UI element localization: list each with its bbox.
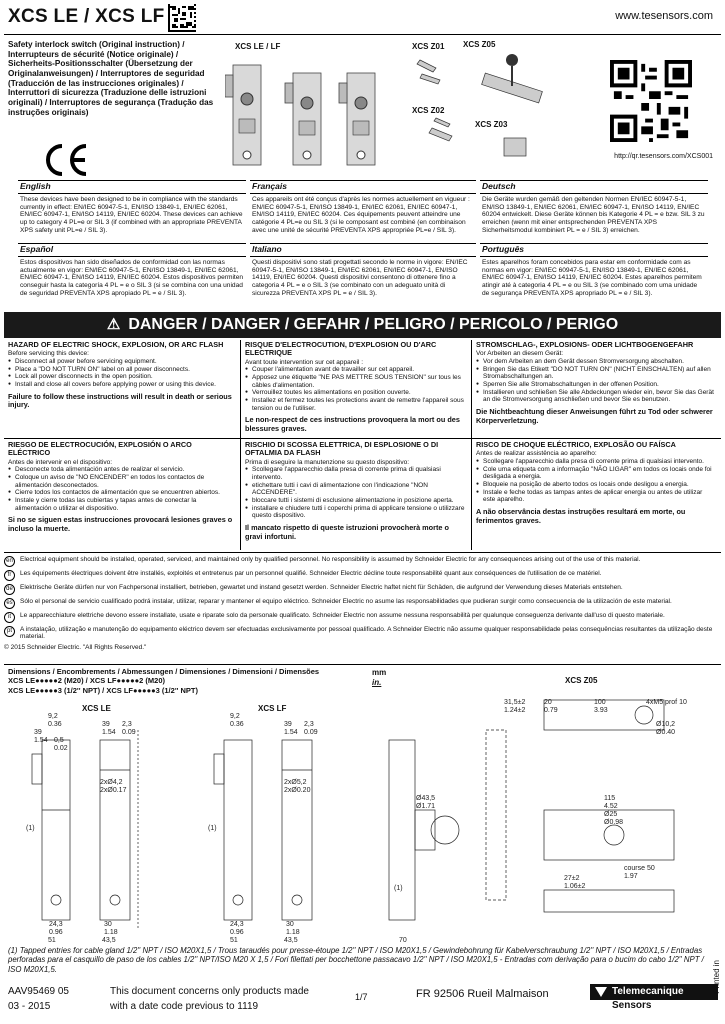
danger-banner <box>4 312 721 338</box>
lang-heading: Deutsch <box>480 181 708 194</box>
note-line-1: This document concerns only products made <box>110 986 309 997</box>
column-divider <box>240 340 241 550</box>
danger-item: ● Installez et fermez toutes les protections avant de remettre l'appareil sous tension ou de l'utiliser. <box>245 397 467 412</box>
svg-text:31,5±2: 31,5±2 <box>504 699 526 706</box>
svg-text:1.54: 1.54 <box>284 729 298 736</box>
dimension-drawings <box>4 690 721 944</box>
svg-text:115: 115 <box>604 795 616 802</box>
responsibility-row <box>4 598 721 609</box>
dimensions-line-1: XCS LE●●●●●2 (M20) / XCS LF●●●●●2 (M20) <box>8 676 165 686</box>
danger-item: ● Coloque un aviso de "NO ENCENDER" en todos los contactos de alimentación desconectados. <box>8 474 234 489</box>
svg-text:70: 70 <box>399 937 407 944</box>
svg-text:Ø10,2: Ø10,2 <box>656 721 676 728</box>
svg-text:0.09: 0.09 <box>304 729 318 736</box>
svg-text:3.93: 3.93 <box>594 707 608 714</box>
lang-block-pt <box>480 243 708 300</box>
danger-item: ● installare e chiudere tutti i coperchi prima di applicare tensione o utilizzare questo dispositivo. <box>245 505 467 520</box>
lang-text: Estes aparelhos foram concebidos para estar em conformidade com as normas em vigor: EN/IEC 60947-5-1, EN/ISO 13849-1, EN/IEC 62061, EN/IEC 60947-1, EN/ISO 14119, EN/IEC 60204. Estes aparelhos permitem atingir até à categoria 4 PL = e ou SIL 3 (se combinado com uma unidade de segurança PREVENTA XPS apropriado PL = e / SIL 3). <box>482 258 702 297</box>
svg-text:30: 30 <box>286 921 294 928</box>
danger-intro: Avant toute intervention sur cet appareil : <box>245 358 364 366</box>
svg-text:43,5: 43,5 <box>284 937 298 944</box>
brand-logo <box>590 984 718 1018</box>
danger-item: ● Instale e feche todas as tampas antes de aplicar energia ou antes de utilizar este aparelho. <box>476 489 716 504</box>
svg-text:Ø1.71: Ø1.71 <box>416 803 436 810</box>
danger-item: ● Bringen Sie das Etikett "DO NOT TURN ON" (NICHT EINSCHALTEN) auf allen Stromabschaltungen an. <box>476 366 716 381</box>
danger-item: ● bloccare tutti i sistemi di esclusione alimentazione in posizione aperta. <box>245 497 467 505</box>
page-number: 1/7 <box>355 992 368 1002</box>
svg-text:9,2: 9,2 <box>230 713 240 720</box>
datamatrix-code <box>168 4 196 32</box>
svg-text:0.79: 0.79 <box>544 707 558 714</box>
note-line-2: with a date code previous to 1119 <box>110 1001 259 1012</box>
ce-mark-icon <box>40 140 90 180</box>
responsibility-row <box>4 556 721 567</box>
svg-text:9,2: 9,2 <box>48 713 58 720</box>
doc-reference: AAV95469 05 <box>8 986 69 997</box>
brand-bar <box>590 984 718 1000</box>
svg-text:(1): (1) <box>208 825 217 832</box>
label-dims-z05: XCS Z05 <box>565 676 598 685</box>
danger-intro: Antes de intervenir en el dispositivo: <box>8 458 113 466</box>
danger-heading: STROMSCHLAG-, EXPLOSIONS- ODER LICHTBOGENGEFAHR <box>476 340 694 349</box>
svg-text:(1): (1) <box>394 885 403 892</box>
danger-item: ● Scollegare l'apparecchio dalla presa di corrente prima di qualsiasi intervento. <box>245 466 467 481</box>
lang-block-es <box>18 243 246 300</box>
lang-block-de <box>480 180 708 237</box>
lang-heading: English <box>18 181 246 194</box>
lang-badge: en <box>4 556 15 567</box>
lang-heading: Español <box>18 244 246 257</box>
danger-item: ● Couper l'alimentation avant de travailler sur cet appareil. <box>245 366 467 374</box>
svg-text:39: 39 <box>102 721 110 728</box>
svg-text:4.52: 4.52 <box>604 803 618 810</box>
svg-text:1.18: 1.18 <box>286 929 300 936</box>
danger-intro: Before servicing this device: <box>8 350 89 358</box>
lang-heading: Français <box>250 181 476 194</box>
svg-text:1.18: 1.18 <box>104 929 118 936</box>
dimensions-line-2: XCS LE●●●●●3 (1/2'' NPT) / XCS LF●●●●●3 (1/2'' NPT) <box>8 685 198 695</box>
danger-heading: HAZARD OF ELECTRIC SHOCK, EXPLOSION, OR ARC FLASH <box>8 340 224 349</box>
danger-block-de <box>476 341 716 425</box>
label-xcs-z02: XCS Z02 <box>412 106 445 115</box>
brand-mark-icon <box>594 986 608 998</box>
danger-block-pt <box>476 441 716 525</box>
footnote: (1) Tapped entries for cable gland 1/2'' NPT / ISO M20X1,5 / Trous taraudés pour presse-étoupe 1/2'' NPT / ISO M20X1,5 / Gewindebohrung für Kabelverschraubung 1/2'' NPT / ISO M20X1,5 / Entradas perforadas para el casquillo de paso de los cables 1/2'' NPT/ISO M20 X 1,5 / Fori filettati per bocchettone passacavo 1/2'' NPT / ISO M20X1,5 - Entradas com derivação para o bucim do cabo 1/2'' NPT / ISO M20X1,5. <box>8 946 704 974</box>
danger-title: DANGER / DANGER / GEFAHR / PELIGRO / PERICOLO / PERIGO <box>128 316 619 333</box>
danger-item: ● Verrouillez toutes les alimentations en position ouverte. <box>245 389 467 397</box>
danger-block-es <box>8 441 234 534</box>
label-dims-lf: XCS LF <box>258 704 287 713</box>
svg-text:2xØ4,2: 2xØ4,2 <box>100 779 123 786</box>
danger-item: ● Installieren und schließen Sie alle Abdeckungen wieder ein, bevor Sie das Gerät an die Stromversorgung anschließen und bevor Sie es benutzen. <box>476 389 716 404</box>
responsibility-text: Electrical equipment should be installed, operated, serviced, and maintained only by qualified personnel. No responsibility is assumed by Schneider Electric for any consequences arising out of the use of this material. <box>20 556 641 563</box>
row-divider <box>4 552 721 553</box>
label-xcs-le-lf: XCS LE / LF <box>235 42 281 51</box>
lang-badge: fr <box>4 570 15 581</box>
responsibility-row <box>4 626 721 641</box>
danger-item: ● Cole uma etiqueta com a informação "NÃO LIGAR" em todos os locais onde foi desligada a energia. <box>476 466 716 481</box>
danger-heading: RISCO DE CHOQUE ELÉCTRICO, EXPLOSÃO OU FAÍSCA <box>476 440 676 449</box>
svg-text:51: 51 <box>48 937 56 944</box>
danger-item: ● Scollegare l'apparecchio dalla presa di corrente prima di qualsiasi intervento. <box>476 458 716 466</box>
danger-block-it <box>245 441 467 541</box>
danger-item: ● Disconnect all power before servicing equipment. <box>8 358 234 366</box>
danger-item: ● etichettare tutti i cavi di alimentazione con l'indicazione "NON ACCENDERE". <box>245 482 467 497</box>
svg-text:43,5: 43,5 <box>102 937 116 944</box>
svg-text:course 50: course 50 <box>624 865 655 872</box>
brand-sub: Sensors <box>612 1000 652 1011</box>
lang-badge: de <box>4 584 15 595</box>
svg-text:0.96: 0.96 <box>230 929 244 936</box>
responsibility-text: Les équipements électriques doivent être installés, exploités et entretenus par un personnel qualifié. Schneider Electric décline toute responsabilité quant aux conséquences de l'utilisation de ce matériel. <box>20 570 602 577</box>
column-divider <box>471 340 472 550</box>
responsibility-text: Le apparecchiature elettriche devono essere installate, usate e riparate solo da personale qualificato. Schneider Electric non assume nessuna responsabilità per qualunque conseguenza derivante dall'uso di questo materiale. <box>20 612 665 619</box>
danger-block-en <box>8 341 234 410</box>
row-divider <box>4 438 721 439</box>
danger-footer: Die Nichtbeachtung dieser Anweisungen führt zu Tod oder schwerer Körperverletzung. <box>476 406 713 425</box>
danger-footer: Le non-respect de ces instructions provoquera la mort ou des blessures graves. <box>245 415 460 433</box>
website-url[interactable]: www.tesensors.com <box>615 10 713 22</box>
responsibility-text: Sólo el personal de servicio cualificado podrá instalar, utilizar, reparar y mantener el equipo eléctrico. Schneider Electric no asume las responsabilidades que pudieran surgir como consecuencia de la utilización de este material. <box>20 598 672 605</box>
lang-heading: Português <box>480 244 708 257</box>
page-title: XCS LE / XCS LF <box>8 6 165 27</box>
danger-footer: Il mancato rispetto di queste istruzioni provocherà morte o gravi infortuni. <box>245 523 449 541</box>
svg-text:1.54: 1.54 <box>34 737 48 744</box>
svg-text:0.96: 0.96 <box>49 929 63 936</box>
svg-text:51: 51 <box>230 937 238 944</box>
svg-text:Ø0.98: Ø0.98 <box>604 819 624 826</box>
lang-badge: es <box>4 598 15 609</box>
svg-text:2,3: 2,3 <box>304 721 314 728</box>
svg-text:Ø25: Ø25 <box>604 811 618 818</box>
danger-item: ● Instale y cierre todas las cubiertas y tapas antes de conectar la alimentación o utilizar el dispositivo. <box>8 497 234 512</box>
svg-text:0.36: 0.36 <box>48 721 62 728</box>
danger-intro: Vor Arbeiten an diesem Gerät: <box>476 350 564 358</box>
lang-block-fr <box>250 180 476 237</box>
danger-item: ● Lock all power disconnects in the open position. <box>8 373 234 381</box>
danger-item: ● Apposez une étiquette "NE PAS METTRE SOUS TENSION" sur tous les câbles d'alimentation. <box>245 374 467 389</box>
svg-text:24,3: 24,3 <box>49 921 63 928</box>
svg-text:24,3: 24,3 <box>230 921 244 928</box>
label-xcs-z03: XCS Z03 <box>475 120 508 129</box>
responsibility-text: Elektrische Geräte dürfen nur von Fachpersonal installiert, betrieben, gewartet und instand gesetzt werden. Schneider Electric haftet nicht für Schäden, die aufgrund der Verwendung dieses Materials entstehen. <box>20 584 623 591</box>
svg-text:1.24±2: 1.24±2 <box>504 707 526 714</box>
header-divider <box>4 34 721 35</box>
qr-code[interactable] <box>610 60 692 142</box>
copyright: © 2015 Schneider Electric. "All Rights Reserved." <box>4 643 147 651</box>
lang-block-it <box>250 243 476 300</box>
danger-item: ● Sperren Sie alle Stromabschaltungen in der offenen Position. <box>476 381 716 389</box>
danger-item: ● Place a "DO NOT TURN ON" label on all power disconnects. <box>8 366 234 374</box>
date-code-note <box>110 984 309 1014</box>
danger-item: ● Bloqueie na posição de aberto todos os locais onde desligou a energia. <box>476 481 716 489</box>
svg-text:1.54: 1.54 <box>102 729 116 736</box>
svg-text:2xØ5,2: 2xØ5,2 <box>284 779 307 786</box>
danger-item: ● Cierre todos los contactos de alimentación que se encuentren abiertos. <box>8 489 234 497</box>
address: FR 92506 Rueil Malmaison <box>416 988 549 1000</box>
svg-text:27±2: 27±2 <box>564 875 580 882</box>
svg-text:0.09: 0.09 <box>122 729 136 736</box>
qr-url[interactable]: http://qr.tesensors.com/XCS001 <box>614 153 713 160</box>
danger-block-fr <box>245 341 467 434</box>
svg-text:30: 30 <box>104 921 112 928</box>
warning-triangle-icon: ⚠ <box>106 316 121 333</box>
switch-illustration <box>225 55 405 175</box>
svg-text:0.02: 0.02 <box>54 745 68 752</box>
label-xcs-z05: XCS Z05 <box>463 40 496 49</box>
label-xcs-z01: XCS Z01 <box>412 42 445 51</box>
actuators-illustration <box>412 52 592 172</box>
danger-item: ● Desconecte toda alimentación antes de realizar el servicio. <box>8 466 234 474</box>
danger-intro: Prima di eseguire la manutenzione su questo dispositivo: <box>245 458 410 466</box>
responsibility-row <box>4 570 721 581</box>
responsibility-list <box>4 556 721 651</box>
danger-intro: Antes de realizar assistência ao aparelho: <box>476 450 597 458</box>
danger-heading: RISCHIO DI SCOSSA ELETTRICA, DI ESPLOSIONE O DI OFTALMIA DA FLASH <box>245 440 439 458</box>
danger-heading: RIESGO DE ELECTROCUCIÓN, EXPLOSIÓN O ARCO ELÉCTRICO <box>8 440 192 458</box>
dimensions-title: Dimensions / Encombrements / Abmessungen / Dimensiones / Dimensioni / Dimensões <box>8 667 320 676</box>
lang-badge: it <box>4 612 15 623</box>
svg-text:39: 39 <box>34 729 42 736</box>
danger-footer: Si no se siguen estas instrucciones provocará lesiones graves o incluso la muerte. <box>8 515 233 533</box>
responsibility-row <box>4 612 721 623</box>
lang-text: Estos dispositivos han sido diseñados de conformidad con las normas actualmente en vigor: EN/IEC 60947-5-1, EN/ISO 13849-1, EN/IEC 62061, EN/IEC 60947-1, EN/ISO 14119, EN/IEC 60204. Estos dispositivos permiten conseguir hasta la categoría 4 PL = e o SIL 3 (si se combina con una unidad de seguridad PREVENTA XPS apropiado PL = e / SIL 3). <box>20 258 244 297</box>
svg-text:0.36: 0.36 <box>230 721 244 728</box>
svg-text:39: 39 <box>284 721 292 728</box>
danger-footer: A não observância destas instruções resultará em morte, ou ferimentos graves. <box>476 506 686 525</box>
unit-mm: mm <box>372 668 387 677</box>
svg-text:Ø43,5: Ø43,5 <box>416 795 436 802</box>
brand-name: Telemecanique <box>612 986 684 998</box>
lang-text: Die Geräte wurden gemäß den geltenden Normen EN/IEC 60947-5-1, EN/ISO 13849-1, EN/IEC 62061, EN/IEC 60947-1, EN/ISO 14119, EN/IEC 60204 entwickelt. Diese Geräte können bis Kategorie 4 PL = e bzw. SIL 3 zu erreichen (wenn mit einer entsprechenden PREVENTA XPS Sicherheitsmodul kombiniert PL = e / SIL 3) erreichen. <box>482 195 705 234</box>
lang-heading: Italiano <box>250 244 476 257</box>
danger-item: ● Vor dem Arbeiten an dem Gerät dessen Stromversorgung abschalten. <box>476 358 716 366</box>
svg-text:4xM5 prof 10: 4xM5 prof 10 <box>646 699 687 706</box>
intro-titles: Safety interlock switch (Original instruction) / Interrupteurs de sécurité (Notice originale) / Sicherheits-Positionsschalter (Übersetzung der Originalanweisungen) / Interruptores de seguridad (Traducción de las instrucciones originales) / Interruttori di sicurezza (Traduzione delle istruzioni originali) / Interruptores de segurança (Tradução das instruções originais) <box>8 40 214 117</box>
row-divider <box>4 664 721 665</box>
svg-text:2xØ0.17: 2xØ0.17 <box>100 787 127 794</box>
svg-text:1.06±2: 1.06±2 <box>564 883 586 890</box>
lang-block-en <box>18 180 246 237</box>
lang-text: These devices have been designed to be in compliance with the standards currently in effect: EN/IEC 60947-5-1, EN/ISO 13849-1, EN/IEC 62061, EN/IEC 60947-1, EN/ISO 14119, EN/IEC 60204. These devices can achieve up to category 4 PL=e or SIL 3 (if combined with an appropriate PREVENTA XPS safety unit PL=e / SIL 3). <box>20 195 243 234</box>
svg-text:20: 20 <box>544 699 552 706</box>
responsibility-text: A instalação, utilização e manutenção do equipamento eléctrico devem ser efectuadas exclusivamente por pessoal qualificado. A Schneider Electric não assume qualquer responsabilidade pelas consequências resultantes da utilização deste material. <box>20 626 713 641</box>
svg-text:1.97: 1.97 <box>624 873 638 880</box>
document-code <box>8 984 69 1014</box>
svg-text:2,3: 2,3 <box>122 721 132 728</box>
label-dims-le: XCS LE <box>82 704 111 713</box>
svg-text:0,5: 0,5 <box>54 737 64 744</box>
lang-badge: pt <box>4 626 15 637</box>
danger-footer: Failure to follow these instructions will result in death or serious injury. <box>8 391 232 410</box>
unit-inch: in. <box>372 678 382 687</box>
danger-item: ● Install and close all covers before applying power or using this device. <box>8 381 234 389</box>
doc-date: 03 - 2015 <box>8 1001 51 1012</box>
svg-text:Ø0.40: Ø0.40 <box>656 729 676 736</box>
svg-text:(1): (1) <box>26 825 35 832</box>
responsibility-row <box>4 584 721 595</box>
danger-heading: RISQUE D'ELECTROCUTION, D'EXPLOSION OU D'ARC ELECTRIQUE <box>245 340 437 358</box>
lang-text: Questi dispositivi sono stati progettati secondo le norme in vigore: EN/IEC 60947-5-1, EN/ISO 13849-1, EN/IEC 62061, EN/IEC 60947-1, EN/ISO 14119, EN/IEC 60204. Questi dispositivi consentono di ottenere fino a categoria 4 PL = e o SIL 3 (se combinato con un adeguato unità di sicurezza PREVENTA XPS PL = e / SIL 3). <box>252 258 468 297</box>
svg-text:2xØ0.20: 2xØ0.20 <box>284 787 311 794</box>
svg-text:100: 100 <box>594 699 606 706</box>
printed-in: Printed in <box>711 960 721 994</box>
lang-text: Ces appareils ont été conçus d'après les normes actuellement en vigueur : EN/IEC 60947-5-1, EN/ISO 13849-1, EN/IEC 62061, EN/IEC 60947-1, EN/ISO 14119, EN/IEC 60204. Ces équipements peuvent atteindre une catégorie 4 PL=e ou SIL 3 (si le composant est combiné (en combinaison avec une unité de sécurité PREVENTA XPS appropriée PL=e / SIL 3). <box>252 195 470 234</box>
